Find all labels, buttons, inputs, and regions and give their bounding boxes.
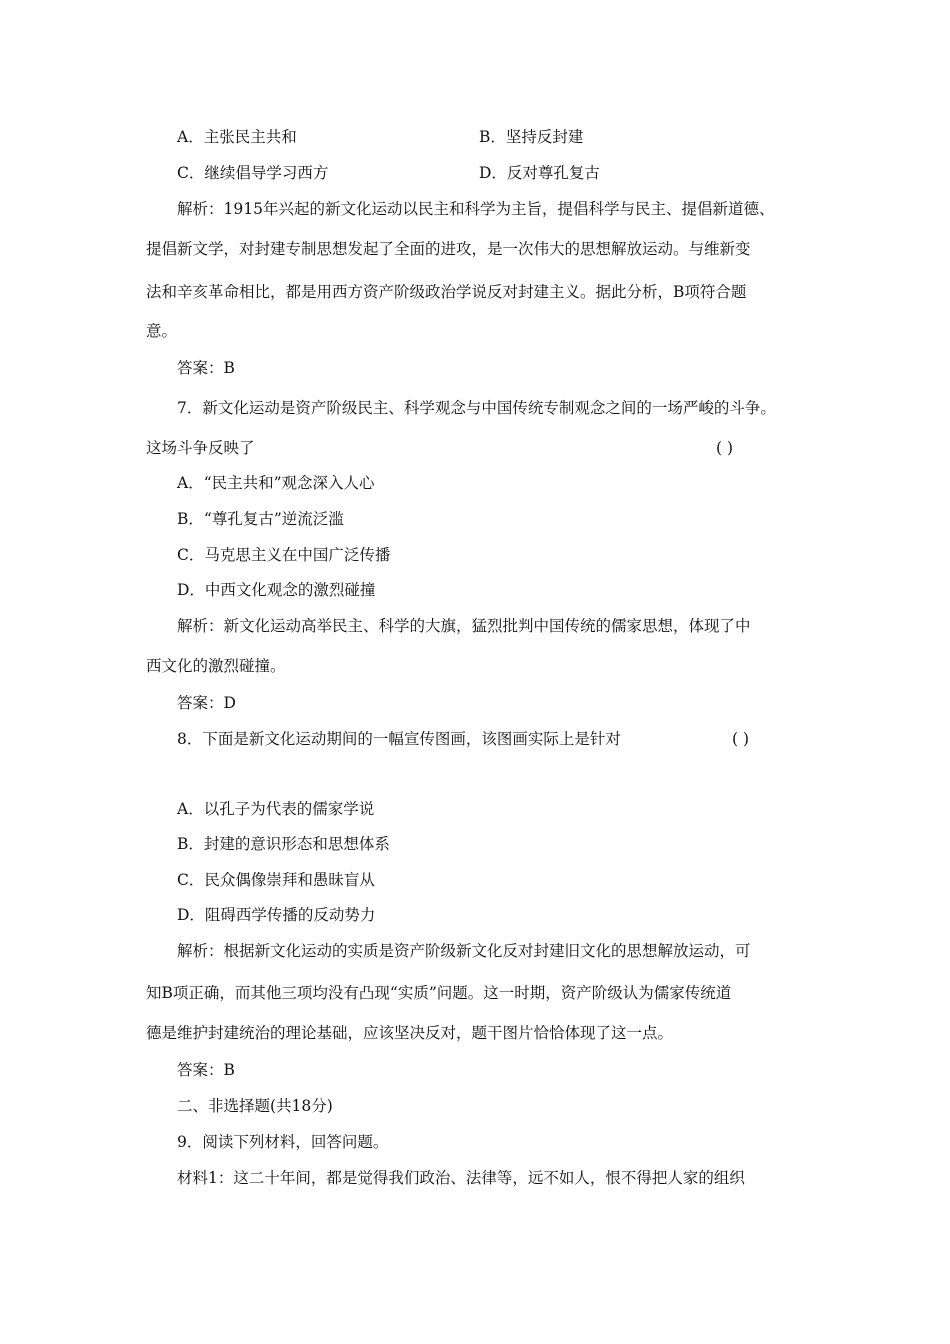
q6-analysis-line: 意。 (146, 322, 178, 340)
q7-analysis-line: 解析：新文化运动高举民主、科学的大旗，猛烈批判中国传统的儒家思想，体现了中 (177, 617, 751, 635)
q6-analysis-line: 解析：1915年兴起的新文化运动以民主和科学为主旨，提倡科学与民主、提倡新道德、 (177, 200, 775, 218)
q6-analysis-line: 提倡新文学，对封建专制思想发起了全面的进攻，是一次伟大的思想解放运动。与维新变 (146, 240, 751, 258)
q8-analysis-line: 解析：根据新文化运动的实质是资产阶级新文化反对封建旧文化的思想解放运动，可 (177, 942, 751, 960)
q8-option-a: A．以孔子为代表的儒家学说 (177, 800, 375, 818)
q7-stem-continued: 这场斗争反映了 (146, 439, 255, 457)
q6-option-c: C．继续倡导学习西方 (177, 164, 329, 182)
q6-option-b: B．坚持反封建 (479, 128, 584, 146)
q8-option-d: D．阻碍西学传播的反动势力 (177, 906, 376, 924)
q8-option-c: C．民众偶像崇拜和愚昧盲从 (177, 871, 375, 889)
q7-option-d: D．中西文化观念的激烈碰撞 (177, 581, 376, 599)
q8-answer: 答案：B (177, 1061, 235, 1079)
q6-analysis-line: 法和辛亥革命相比，都是用西方资产阶级政治学说反对封建主义。据此分析，B项符合题 (146, 283, 747, 301)
q9-material-1: 材料1：这二十年间，都是觉得我们政治、法律等，远不如人，恨不得把人家的组织 (177, 1169, 745, 1187)
section-heading: 二、非选择题(共18分) (177, 1097, 333, 1115)
q7-option-c: C．马克思主义在中国广泛传播 (177, 546, 391, 564)
q7-analysis-line: 西文化的激烈碰撞。 (146, 657, 286, 675)
q8-answer-blank: ( ) (732, 730, 750, 748)
q7-answer-blank: ( ) (716, 439, 734, 457)
q8-analysis-line: 知B项正确，而其他三项均没有凸现“实质”问题。这一时期，资产阶级认为儒家传统道 (146, 984, 732, 1002)
q8-option-b: B．封建的意识形态和思想体系 (177, 835, 390, 853)
q7-option-a: A．“民主共和”观念深入人心 (177, 474, 375, 492)
q9-stem: 9．阅读下列材料，回答问题。 (177, 1133, 389, 1151)
q6-answer: 答案：B (177, 359, 235, 377)
q8-analysis-line: 德是维护封建统治的理论基础，应该坚决反对，题干图片恰恰体现了这一点。 (146, 1024, 674, 1042)
q6-option-d: D．反对尊孔复古 (479, 164, 600, 182)
q8-stem: 8．下面是新文化运动期间的一幅宣传图画，该图画实际上是针对 (177, 730, 621, 748)
q6-option-a: A．主张民主共和 (177, 128, 297, 146)
q7-option-b: B．“尊孔复古”逆流泛滥 (177, 510, 344, 528)
q7-answer: 答案：D (177, 694, 236, 712)
q7-stem: 7．新文化运动是资产阶级民主、科学观念与中国传统专制观念之间的一场严峻的斗争。 (177, 399, 776, 417)
